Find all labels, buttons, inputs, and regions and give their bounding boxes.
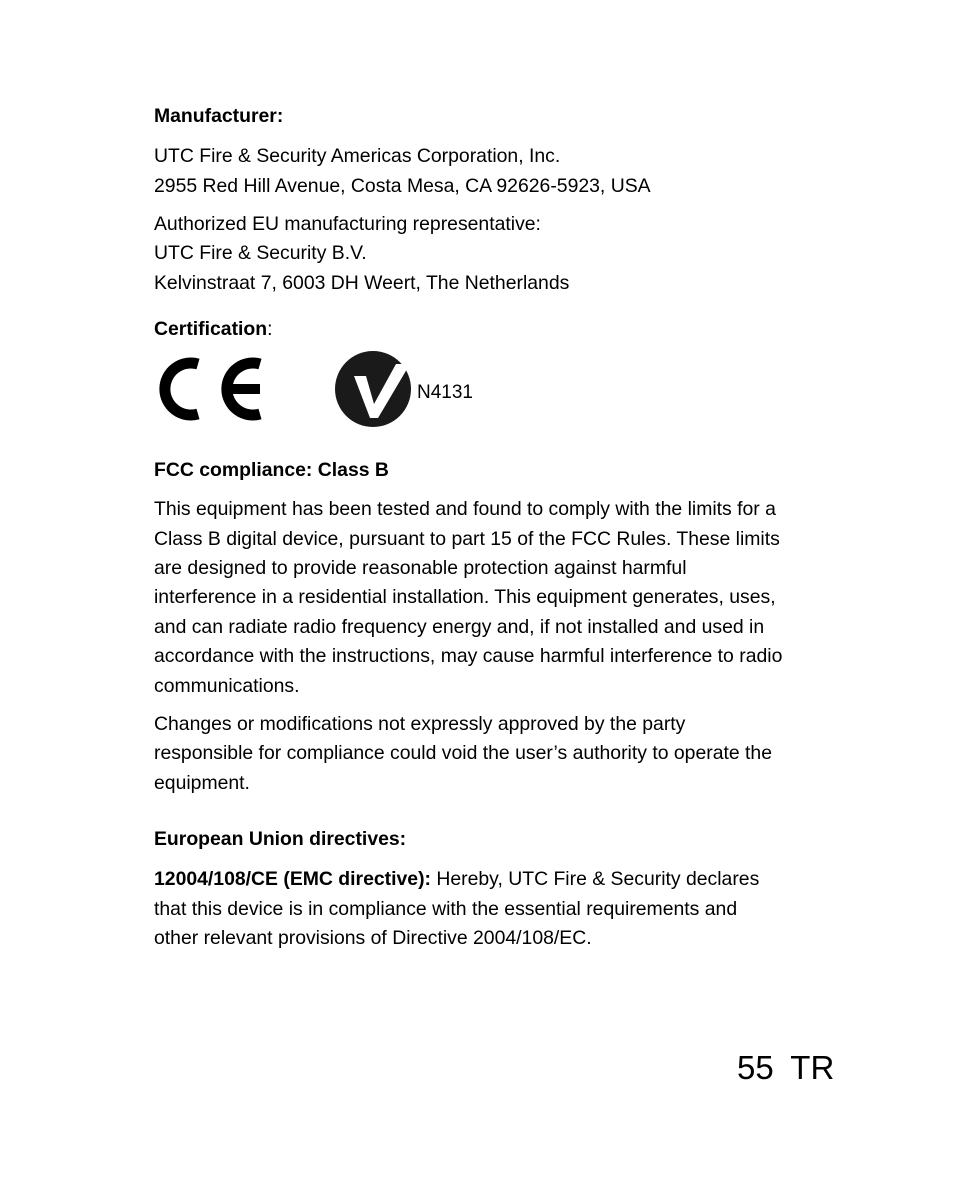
fcc-heading: FCC compliance: Class B [154,459,389,481]
manufacturer-line: 2955 Red Hill Avenue, Costa Mesa, CA 92626-5923, USA [154,175,651,197]
certification-heading-text: Certification [154,318,268,340]
fcc-paragraph-line: and can radiate radio frequency energy and, if not installed and used in [154,616,765,638]
page-number: 55 [737,1049,774,1086]
emc-directive-label: 12004/108/CE (EMC directive): [154,868,431,890]
language-code: TR [790,1049,835,1086]
fcc-paragraph-line: are designed to provide reasonable protection against harmful [154,557,687,579]
ce-mark-logo [156,350,268,428]
manufacturer-heading: Manufacturer: [154,105,284,127]
fcc-paragraph-line: accordance with the instructions, may cause harmful interference to radio [154,645,783,667]
fcc-paragraph-line: interference in a residential installation. This equipment generates, uses, [154,586,776,608]
fcc-changes-line: Changes or modifications not expressly approved by the party [154,713,686,735]
representative-line: Kelvinstraat 7, 6003 DH Weert, The Netherlands [154,272,570,294]
fcc-paragraph-line: This equipment has been tested and found to comply with the limits for a [154,498,776,520]
eu-heading: European Union directives: [154,828,407,850]
certification-heading [154,317,273,341]
representative-line: UTC Fire & Security B.V. [154,242,367,264]
page-footer [737,1048,834,1088]
fcc-changes-line: equipment. [154,772,250,794]
emc-directive-line [154,867,759,891]
c-tick-code: N4131 [417,382,473,403]
certification-colon: : [267,318,273,340]
c-tick-logo [334,348,416,430]
fcc-paragraph-line: Class B digital device, pursuant to part 15 of the FCC Rules. These limits [154,528,780,550]
emc-directive-line: other relevant provisions of Directive 2004/108/EC. [154,927,592,949]
emc-directive-line: that this device is in compliance with the essential requirements and [154,898,738,920]
manufacturer-line: UTC Fire & Security Americas Corporation, Inc. [154,145,561,167]
representative-line: Authorized EU manufacturing representative: [154,213,541,235]
fcc-changes-line: responsible for compliance could void the user’s authority to operate the [154,742,772,764]
emc-directive-text: Hereby, UTC Fire & Security declares [430,868,760,890]
fcc-paragraph-line: communications. [154,675,300,697]
